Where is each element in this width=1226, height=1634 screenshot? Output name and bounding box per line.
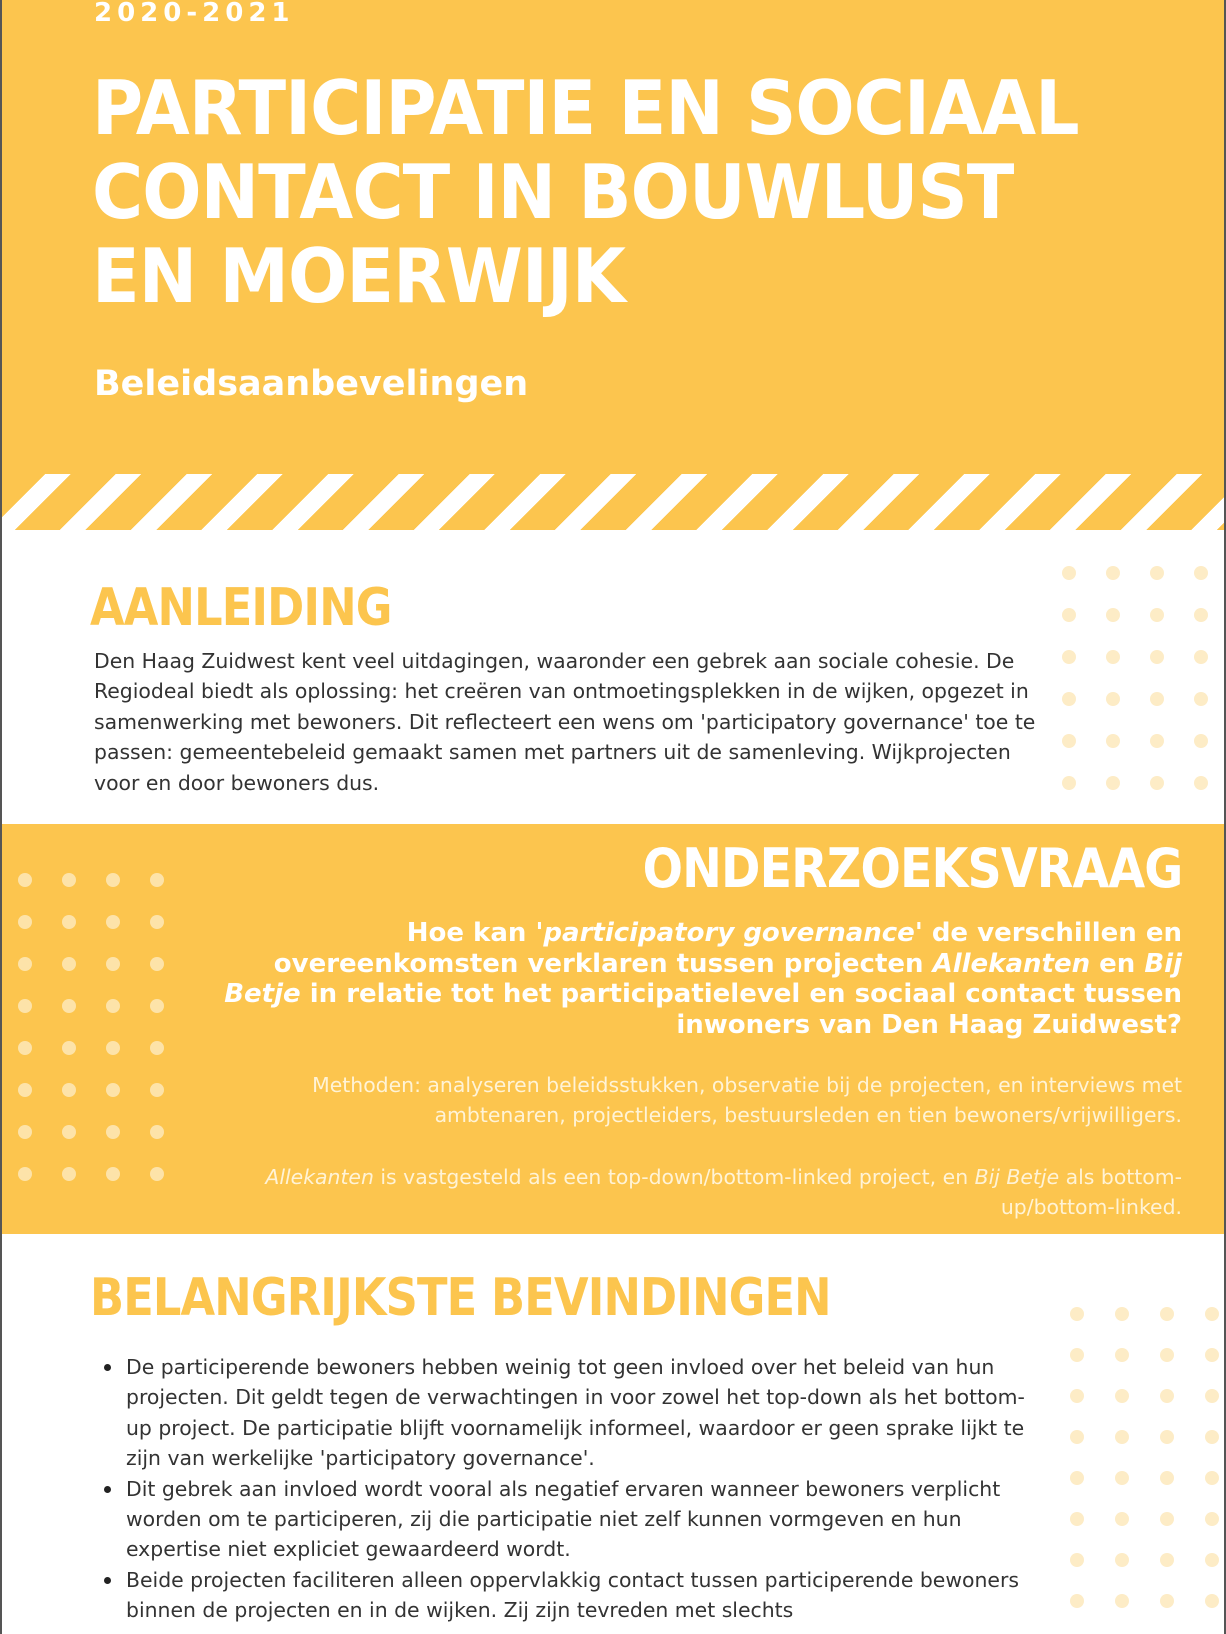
aanleiding-heading: AANLEIDING: [90, 578, 392, 638]
project-classification-text: Allekanten is vastgesteld als een top-down/bottom-linked project, en Bij Betje als bottom-up/bottom-linked.: [265, 1165, 1182, 1220]
dot-pattern-decoration: [18, 873, 194, 1209]
page-border-left: [0, 0, 2, 1634]
year-label: 2020-2021: [94, 0, 295, 28]
methods-text: Methoden: analyseren beleidsstukken, observatie bij de projecten, en interviews met ambtenaren, projectleiders, bestuursleden en tien bewoners/vrijwilligers.: [312, 1073, 1182, 1128]
list-item: Dit gebrek aan invloed wordt vooral als negatief ervaren wanneer bewoners verplicht worden om te participeren, zij die participatie niet zelf kunnen vormgeven en hun expertise niet expliciet gewaardeerd wordt.: [126, 1474, 1046, 1565]
aanleiding-text: Den Haag Zuidwest kent veel uitdagingen, waaronder een gebrek aan sociale cohesie. De Regiodeal biedt als oplossing: het creëren van ontmoetingsplekken in de wijken, opgezet in samenwerking met bewoners. Dit reflecteert een wens om 'participatory governance' toe te passen: gemeentebeleid gemaakt samen met partners uit de samenleving. Wijkprojecten voor en door bewoners dus.: [94, 649, 1036, 795]
dot-pattern-decoration: [1070, 1307, 1226, 1634]
list-item: De participerende bewoners hebben weinig tot geen invloed over het beleid van hun projecten. Dit geldt tegen de verwachtingen in voor zowel het top-down als het bottom-up project. De participatie blijft voornamelijk informeel, waardoor er geen sprake lijkt te zijn van werkelijke 'participatory governance'.: [126, 1352, 1046, 1474]
page-subtitle: Beleidsaanbevelingen: [94, 364, 529, 404]
list-item: Beide projecten faciliteren alleen oppervlakkig contact tussen participerende bewoners binnen de projecten en in de wijken. Zij zijn tevreden met slechts: [126, 1565, 1046, 1626]
page-title: PARTICIPATIE EN SOCIAAL CONTACT IN BOUWLUST EN MOERWIJK: [92, 64, 1079, 320]
dot-pattern-decoration: [1062, 566, 1226, 818]
bevindingen-heading: BELANGRIJKSTE BEVINDINGEN: [90, 1268, 831, 1328]
research-question: Hoe kan 'participatory governance' de verschillen en overeenkomsten verklaren tussen projecten Allekanten en Bij Betje in relatie tot het participatielevel en sociaal contact tussen inwoners van Den Haag Zuidwest?: [224, 918, 1182, 1040]
hazard-stripes-divider: [0, 474, 1226, 530]
onderzoeksvraag-heading: ONDERZOEKSVRAAG: [642, 837, 1182, 900]
findings-list: [126, 1352, 1046, 1626]
header-banner: [0, 0, 1226, 474]
